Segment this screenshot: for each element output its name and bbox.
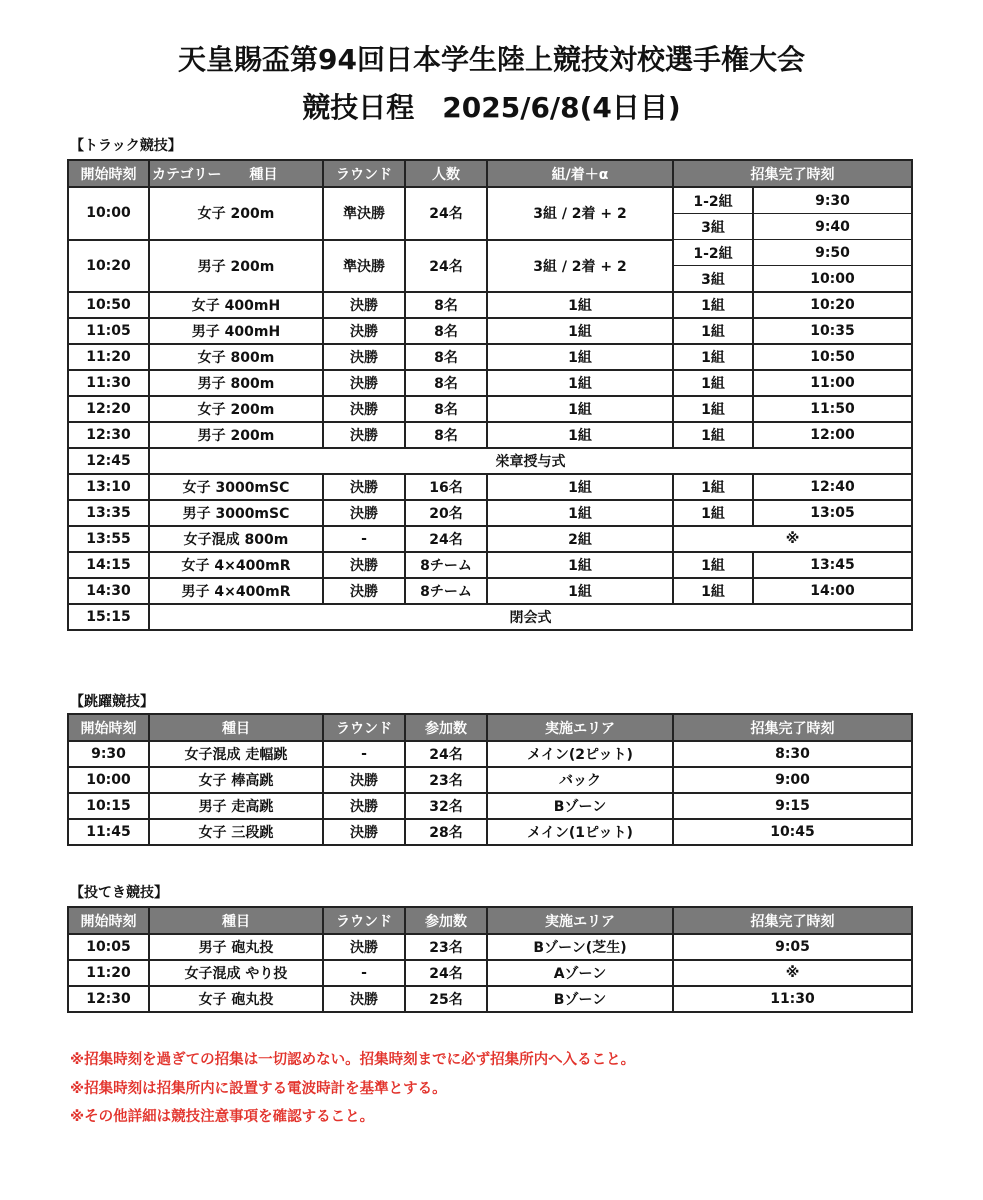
header-count: 参加数 xyxy=(405,714,487,741)
recall-heat: 1組 xyxy=(673,422,753,448)
start-time: 10:50 xyxy=(68,292,149,318)
header-start-time: 開始時刻 xyxy=(68,907,149,934)
round: 決勝 xyxy=(323,819,405,845)
round: 決勝 xyxy=(323,396,405,422)
start-time: 10:15 xyxy=(68,793,149,819)
round: 決勝 xyxy=(323,474,405,500)
recall-heat: 1組 xyxy=(673,344,753,370)
header-row xyxy=(68,714,912,741)
table-row xyxy=(68,819,912,845)
participant-count: 8名 xyxy=(405,422,487,448)
round: 決勝 xyxy=(323,552,405,578)
recall-time: 10:20 xyxy=(753,292,912,318)
throw-schedule-table xyxy=(67,906,913,1013)
start-time: 10:20 xyxy=(68,240,149,293)
table-row xyxy=(68,448,912,474)
table-row xyxy=(68,960,912,986)
table-row xyxy=(68,370,912,396)
participant-count: 25名 xyxy=(405,986,487,1012)
start-time: 11:45 xyxy=(68,819,149,845)
header-start-time: 開始時刻 xyxy=(68,714,149,741)
jump-section-label: 【跳躍競技】 xyxy=(70,694,154,710)
track-section-label: 【トラック競技】 xyxy=(70,138,182,154)
recall-time: 9:30 xyxy=(753,187,912,214)
start-time: 15:15 xyxy=(68,604,149,630)
ceremony-cell: 閉会式 xyxy=(149,604,912,630)
recall-heat: 1組 xyxy=(673,552,753,578)
round: 決勝 xyxy=(323,318,405,344)
group-format: 1組 xyxy=(487,578,673,604)
table-row xyxy=(68,500,912,526)
area: Bゾーン xyxy=(487,793,673,819)
recall-time: 10:00 xyxy=(753,266,912,293)
group-format: 1組 xyxy=(487,422,673,448)
participant-count: 24名 xyxy=(405,960,487,986)
area: バック xyxy=(487,767,673,793)
ceremony-cell: 栄章授与式 xyxy=(149,448,912,474)
recall-heat: 1組 xyxy=(673,500,753,526)
table-row xyxy=(68,474,912,500)
start-time: 10:05 xyxy=(68,934,149,960)
page-subtitle: 競技日程 2025/6/8(4日目) xyxy=(302,91,681,124)
start-time: 11:20 xyxy=(68,344,149,370)
recall-note: ※ xyxy=(673,526,912,552)
table-row xyxy=(68,318,912,344)
recall-time: 11:00 xyxy=(753,370,912,396)
recall-time: 11:30 xyxy=(673,986,912,1012)
start-time: 12:30 xyxy=(68,422,149,448)
event-name: 女子 800m xyxy=(149,344,323,370)
page-title: 天皇賜盃第94回日本学生陸上競技対校選手権大会 xyxy=(178,43,805,76)
recall-time: 9:15 xyxy=(673,793,912,819)
group-format: 1組 xyxy=(487,318,673,344)
table-row xyxy=(68,793,912,819)
participant-count: 8名 xyxy=(405,292,487,318)
round: 決勝 xyxy=(323,292,405,318)
event-name: 女子混成 走幅跳 xyxy=(149,741,323,767)
start-time: 11:05 xyxy=(68,318,149,344)
header-group: 組/着＋α xyxy=(487,160,673,187)
group-format: 2組 xyxy=(487,526,673,552)
table-row xyxy=(68,986,912,1012)
round: 決勝 xyxy=(323,500,405,526)
table-row xyxy=(68,240,912,266)
note-line: ※その他詳細は競技注意事項を確認すること。 xyxy=(70,1109,375,1125)
table-row xyxy=(68,422,912,448)
recall-time: 13:05 xyxy=(753,500,912,526)
recall-time: 9:40 xyxy=(753,214,912,240)
participant-count: 8名 xyxy=(405,318,487,344)
note-line: ※招集時刻を過ぎての招集は一切認めない。招集時刻までに必ず招集所内へ入ること。 xyxy=(70,1052,636,1068)
participant-count: 28名 xyxy=(405,819,487,845)
table-row xyxy=(68,767,912,793)
header-area: 実施エリア xyxy=(487,907,673,934)
header-count: 人数 xyxy=(405,160,487,187)
event-name: 女子 3000mSC xyxy=(149,474,323,500)
participant-count: 8名 xyxy=(405,344,487,370)
round: 準決勝 xyxy=(323,187,405,240)
round: 決勝 xyxy=(323,934,405,960)
participant-count: 8チーム xyxy=(405,578,487,604)
start-time: 12:20 xyxy=(68,396,149,422)
start-time: 9:30 xyxy=(68,741,149,767)
header-start-time: 開始時刻 xyxy=(68,160,149,187)
start-time: 14:15 xyxy=(68,552,149,578)
recall-time: 14:00 xyxy=(753,578,912,604)
recall-heat: 1-2組 xyxy=(673,187,753,214)
header-recall-time: 招集完了時刻 xyxy=(673,714,912,741)
group-format: 3組 / 2着 + 2 xyxy=(487,240,673,293)
event-name: 女子 200m xyxy=(149,396,323,422)
participant-count: 8チーム xyxy=(405,552,487,578)
recall-heat: 1組 xyxy=(673,474,753,500)
notes xyxy=(70,1046,635,1132)
participant-count: 24名 xyxy=(405,526,487,552)
participant-count: 8名 xyxy=(405,396,487,422)
recall-heat: 3組 xyxy=(673,214,753,240)
table-row xyxy=(68,741,912,767)
table-row xyxy=(68,292,912,318)
group-format: 1組 xyxy=(487,396,673,422)
header-round: ラウンド xyxy=(323,714,405,741)
participant-count: 23名 xyxy=(405,934,487,960)
participant-count: 23名 xyxy=(405,767,487,793)
participant-count: 8名 xyxy=(405,370,487,396)
group-format: 1組 xyxy=(487,474,673,500)
table-row xyxy=(68,578,912,604)
track-schedule-table xyxy=(67,159,913,631)
group-format: 1組 xyxy=(487,500,673,526)
recall-time: 10:50 xyxy=(753,344,912,370)
start-time: 13:55 xyxy=(68,526,149,552)
event-name: 女子 棒高跳 xyxy=(149,767,323,793)
group-format: 1組 xyxy=(487,552,673,578)
table-row xyxy=(68,604,912,630)
header-round: ラウンド xyxy=(323,907,405,934)
start-time: 11:20 xyxy=(68,960,149,986)
recall-heat: 3組 xyxy=(673,266,753,293)
event-name: 女子 4×400mR xyxy=(149,552,323,578)
recall-time: 13:45 xyxy=(753,552,912,578)
header-event: 種目 xyxy=(149,714,323,741)
start-time: 12:30 xyxy=(68,986,149,1012)
throw-section-label: 【投てき競技】 xyxy=(70,885,168,901)
round: 決勝 xyxy=(323,344,405,370)
recall-time: ※ xyxy=(673,960,912,986)
participant-count: 16名 xyxy=(405,474,487,500)
start-time: 14:30 xyxy=(68,578,149,604)
event-name: 男子 4×400mR xyxy=(149,578,323,604)
table-row xyxy=(68,526,912,552)
recall-time: 8:30 xyxy=(673,741,912,767)
recall-heat: 1組 xyxy=(673,396,753,422)
recall-time: 10:35 xyxy=(753,318,912,344)
round: 決勝 xyxy=(323,422,405,448)
area: メイン(2ピット) xyxy=(487,741,673,767)
area: Aゾーン xyxy=(487,960,673,986)
event-name: 男子 400mH xyxy=(149,318,323,344)
jump-schedule-table xyxy=(67,713,913,846)
header-event: 種目 xyxy=(149,907,323,934)
area: Bゾーン xyxy=(487,986,673,1012)
event-name: 女子 砲丸投 xyxy=(149,986,323,1012)
table-row xyxy=(68,396,912,422)
event-name: 男子 砲丸投 xyxy=(149,934,323,960)
start-time: 10:00 xyxy=(68,187,149,240)
table-row xyxy=(68,552,912,578)
recall-time: 9:50 xyxy=(753,240,912,266)
participant-count: 24名 xyxy=(405,240,487,293)
round: - xyxy=(323,526,405,552)
round: 決勝 xyxy=(323,793,405,819)
round: 決勝 xyxy=(323,767,405,793)
participant-count: 24名 xyxy=(405,187,487,240)
recall-time: 12:40 xyxy=(753,474,912,500)
header-count: 参加数 xyxy=(405,907,487,934)
table-row xyxy=(68,344,912,370)
group-format: 1組 xyxy=(487,344,673,370)
recall-time: 11:50 xyxy=(753,396,912,422)
event-name: 女子混成 やり投 xyxy=(149,960,323,986)
round: - xyxy=(323,960,405,986)
recall-time: 10:45 xyxy=(673,819,912,845)
recall-heat: 1-2組 xyxy=(673,240,753,266)
recall-heat: 1組 xyxy=(673,370,753,396)
participant-count: 20名 xyxy=(405,500,487,526)
header-area: 実施エリア xyxy=(487,714,673,741)
recall-heat: 1組 xyxy=(673,578,753,604)
event-name: 女子 三段跳 xyxy=(149,819,323,845)
start-time: 13:10 xyxy=(68,474,149,500)
round: - xyxy=(323,741,405,767)
participant-count: 24名 xyxy=(405,741,487,767)
header-round: ラウンド xyxy=(323,160,405,187)
header-row xyxy=(68,907,912,934)
participant-count: 32名 xyxy=(405,793,487,819)
group-format: 3組 / 2着 + 2 xyxy=(487,187,673,240)
table-row xyxy=(68,934,912,960)
event-name: 女子 200m xyxy=(149,187,323,240)
event-name: 女子混成 800m xyxy=(149,526,323,552)
recall-time: 9:00 xyxy=(673,767,912,793)
event-name: 男子 走高跳 xyxy=(149,793,323,819)
recall-heat: 1組 xyxy=(673,318,753,344)
event-name: 男子 800m xyxy=(149,370,323,396)
recall-time: 9:05 xyxy=(673,934,912,960)
header-row xyxy=(68,160,912,187)
round: 決勝 xyxy=(323,986,405,1012)
recall-time: 12:00 xyxy=(753,422,912,448)
event-name: 男子 200m xyxy=(149,240,323,293)
note-line: ※招集時刻は招集所内に設置する電波時計を基準とする。 xyxy=(70,1080,447,1097)
round: 決勝 xyxy=(323,370,405,396)
start-time: 10:00 xyxy=(68,767,149,793)
group-format: 1組 xyxy=(487,370,673,396)
event-name: 女子 400mH xyxy=(149,292,323,318)
area: Bゾーン(芝生) xyxy=(487,934,673,960)
event-name: 男子 200m xyxy=(149,422,323,448)
recall-heat: 1組 xyxy=(673,292,753,318)
start-time: 13:35 xyxy=(68,500,149,526)
area: メイン(1ピット) xyxy=(487,819,673,845)
event-name: 男子 3000mSC xyxy=(149,500,323,526)
start-time: 12:45 xyxy=(68,448,149,474)
header-recall-time: 招集完了時刻 xyxy=(673,160,912,187)
round: 準決勝 xyxy=(323,240,405,293)
header-recall-time: 招集完了時刻 xyxy=(673,907,912,934)
round: 決勝 xyxy=(323,578,405,604)
start-time: 11:30 xyxy=(68,370,149,396)
header-event: カテゴリー 種目 xyxy=(149,160,323,187)
table-row xyxy=(68,187,912,214)
group-format: 1組 xyxy=(487,292,673,318)
